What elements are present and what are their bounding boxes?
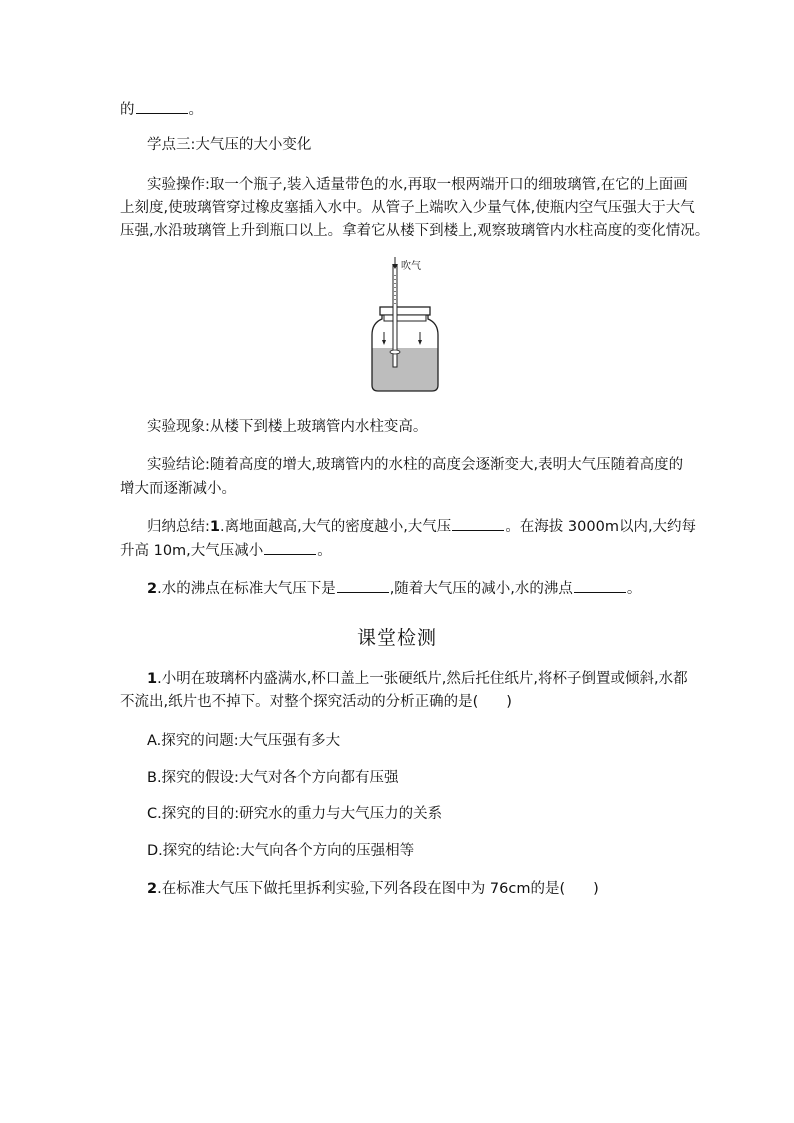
conclusion-line-1: 实验结论:随着高度的增大,玻璃管内的水柱的高度会逐渐变大,表明大气压随着高度的 — [147, 457, 684, 473]
answer-paren-close: ) — [593, 881, 599, 897]
summary2-text-a: .水的沸点在标准大气压下是 — [157, 581, 336, 597]
classroom-check-title: 课堂检测 — [356, 627, 437, 649]
section-heading: 学点三:大气压的大小变化 — [147, 137, 312, 153]
answer-blank — [452, 516, 504, 531]
answer-blank — [136, 99, 188, 114]
question-1-line-2 — [120, 692, 512, 712]
operation-line-2: 上刻度,使玻璃管穿过橡皮塞插入水中。从管子上端吹入少量气体,使瓶内空气压强大于大气 — [120, 200, 695, 216]
summary1-text-a: .离地面越高,大气的密度越小,大气压 — [219, 519, 452, 535]
operation-line-1: 实验操作:取一个瓶子,装入适量带色的水,再取一根两端开口的细玻璃管,在它的上面画 — [147, 177, 688, 193]
question-1-option-d: D.探究的结论:大气向各个方向的压强相等 — [147, 843, 415, 859]
prev-end-text: 。 — [188, 102, 203, 118]
answer-blank — [264, 540, 316, 555]
answer-paren-close: ) — [506, 694, 512, 710]
summary-line-2 — [120, 540, 332, 561]
conclusion-line-2: 增大而逐渐减小。 — [120, 481, 236, 497]
summary1-text-c: 升高 10m,大气压减小 — [120, 543, 264, 559]
summary2-text-b: ,随着大气压的减小,水的沸点 — [389, 581, 573, 597]
summary-prefix: 归纳总结: — [147, 519, 210, 535]
answer-blank — [574, 578, 626, 593]
summary1-text-b: 。在海拔 3000m以内,大约每 — [505, 519, 697, 535]
bottle-experiment-figure — [360, 255, 450, 397]
question-1-text: .小明在玻璃杯内盛满水,杯口盖上一张硬纸片,然后托住纸片,将杯子倒置或倾斜,水都 — [157, 671, 688, 687]
summary-line-1 — [147, 516, 696, 537]
summary1-text-d: 。 — [317, 543, 332, 559]
summary2-text-c: 。 — [626, 581, 642, 597]
question-1-option-a: A.探究的问题:大气压强有多大 — [147, 733, 341, 749]
operation-line-3: 压强,水沿玻璃管上升到瓶口以上。拿着它从楼下到楼上,观察玻璃管内水柱高度的变化情况。 — [120, 223, 710, 239]
figure-label: 吹气 — [401, 261, 421, 272]
question-2-text: .在标准大气压下做托里拆利实验,下列各段在图中为 76cm的是( — [157, 881, 566, 897]
summary-number-2: 2 — [147, 581, 158, 597]
question-1-option-c: C.探究的目的:研究水的重力与大气压力的关系 — [147, 806, 443, 822]
summary-number-1: 1 — [209, 519, 220, 535]
question-1-option-b: B.探究的假设:大气对各个方向都有压强 — [147, 770, 399, 786]
summary-line-3 — [147, 578, 641, 599]
question-2-line — [147, 879, 599, 899]
answer-blank — [337, 578, 389, 593]
phenomenon-text: 实验现象:从楼下到楼上玻璃管内水柱变高。 — [147, 419, 428, 435]
question-2-number: 2 — [147, 881, 158, 897]
question-1-line-1 — [147, 669, 688, 689]
question-1-text-2: 不流出,纸片也不掉下。对整个探究活动的分析正确的是( — [120, 694, 479, 710]
previous-text-tail — [120, 99, 203, 120]
question-1-number: 1 — [147, 671, 158, 687]
prev-tail-text: 的 — [120, 102, 135, 118]
